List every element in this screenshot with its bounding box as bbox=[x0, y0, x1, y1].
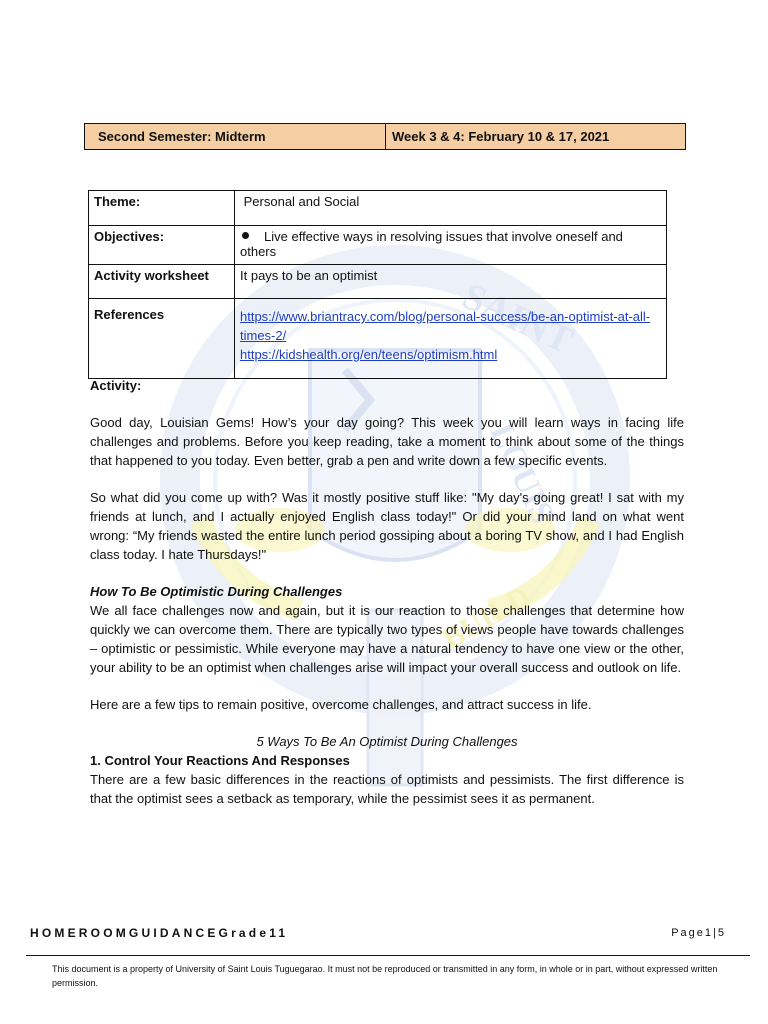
watermark-text: SAINT bbox=[456, 275, 580, 363]
worksheet-label: Activity worksheet bbox=[89, 265, 235, 299]
activity-content bbox=[90, 376, 684, 808]
footer-divider bbox=[26, 955, 750, 956]
reflection-paragraph: So what did you come up with? Was it mostly positive stuff like: "My day's going great! I sat with my friends at lunch, and I actually enjoyed English class today!" Or did your mind land on what went wrong: “My friends wasted the entire lunch period gossiping about a boring TV show, and I had English class today. I hate Thursdays!" bbox=[90, 490, 684, 562]
theme-value: Personal and Social bbox=[235, 191, 667, 226]
copyright-notice: This document is a property of University of Saint Louis Tuguegarao. It must not be reproduced or transmitted in any form, in whole or in part, without expressed written permission. bbox=[52, 964, 718, 988]
table-row bbox=[89, 226, 667, 265]
lesson-info-table bbox=[88, 190, 667, 379]
worksheet-value: It pays to be an optimist bbox=[235, 265, 667, 299]
reference-link-kidshealth[interactable]: https://kidshealth.org/en/teens/optimism.html bbox=[240, 347, 498, 362]
theme-label: Theme: bbox=[89, 191, 235, 226]
footer-title: HOMEROOMGUIDANCEGrade11 bbox=[30, 926, 289, 940]
ways-heading: 5 Ways To Be An Optimist During Challenges bbox=[256, 734, 518, 749]
bullet-icon bbox=[242, 232, 249, 239]
objectives-value: Live effective ways in resolving issues that involve oneself and others bbox=[235, 226, 667, 265]
week-label: Week 3 & 4: February 10 & 17, 2021 bbox=[392, 129, 610, 144]
watermark-text: LOUIS bbox=[482, 417, 562, 530]
objectives-label: Objectives: bbox=[89, 226, 235, 265]
references-value bbox=[235, 299, 667, 379]
reference-link-briantracy[interactable]: https://www.briantracy.com/blog/personal-success/be-an-optimist-at-all-times-2/ bbox=[240, 309, 651, 343]
watermark-text: BUILD bbox=[437, 579, 536, 657]
page-number: Page1|5 bbox=[671, 927, 726, 939]
table-row bbox=[89, 265, 667, 299]
table-row bbox=[89, 299, 667, 379]
tips-intro-paragraph: Here are a few tips to remain positive, overcome challenges, and attract success in life. bbox=[90, 697, 592, 712]
differences-paragraph: There are a few basic differences in the reactions of optimists and pessimists. The first difference is that the optimist sees a setback as temporary, while the pessimist sees it as permanent. bbox=[90, 772, 684, 806]
activity-label: Activity: bbox=[90, 378, 142, 393]
section-heading: How To Be Optimistic During Challenges bbox=[90, 584, 343, 599]
intro-paragraph: Good day, Louisian Gems! How’s your day going? This week you will learn ways in facing life challenges and problems. Before you keep reading, take a moment to think about some of the things that happened to you today. Even better, grab a pen and write down a few specific events. bbox=[90, 415, 684, 468]
challenges-paragraph: We all face challenges now and again, but it is our reaction to those challenges that determine how quickly we can overcome them. There are typically two types of views people have towards challenges – optimistic or pessimistic. While everyone may have a natural tendency to have one view or the other, your ability to be an optimist when challenges arise will impact your overall success and outlook on life. bbox=[90, 603, 684, 675]
subheading-control-reactions: 1. Control Your Reactions And Responses bbox=[90, 753, 350, 768]
semester-header bbox=[84, 123, 686, 150]
references-label: References bbox=[89, 299, 235, 379]
semester-label: Second Semester: Midterm bbox=[85, 124, 386, 149]
table-row bbox=[89, 191, 667, 226]
